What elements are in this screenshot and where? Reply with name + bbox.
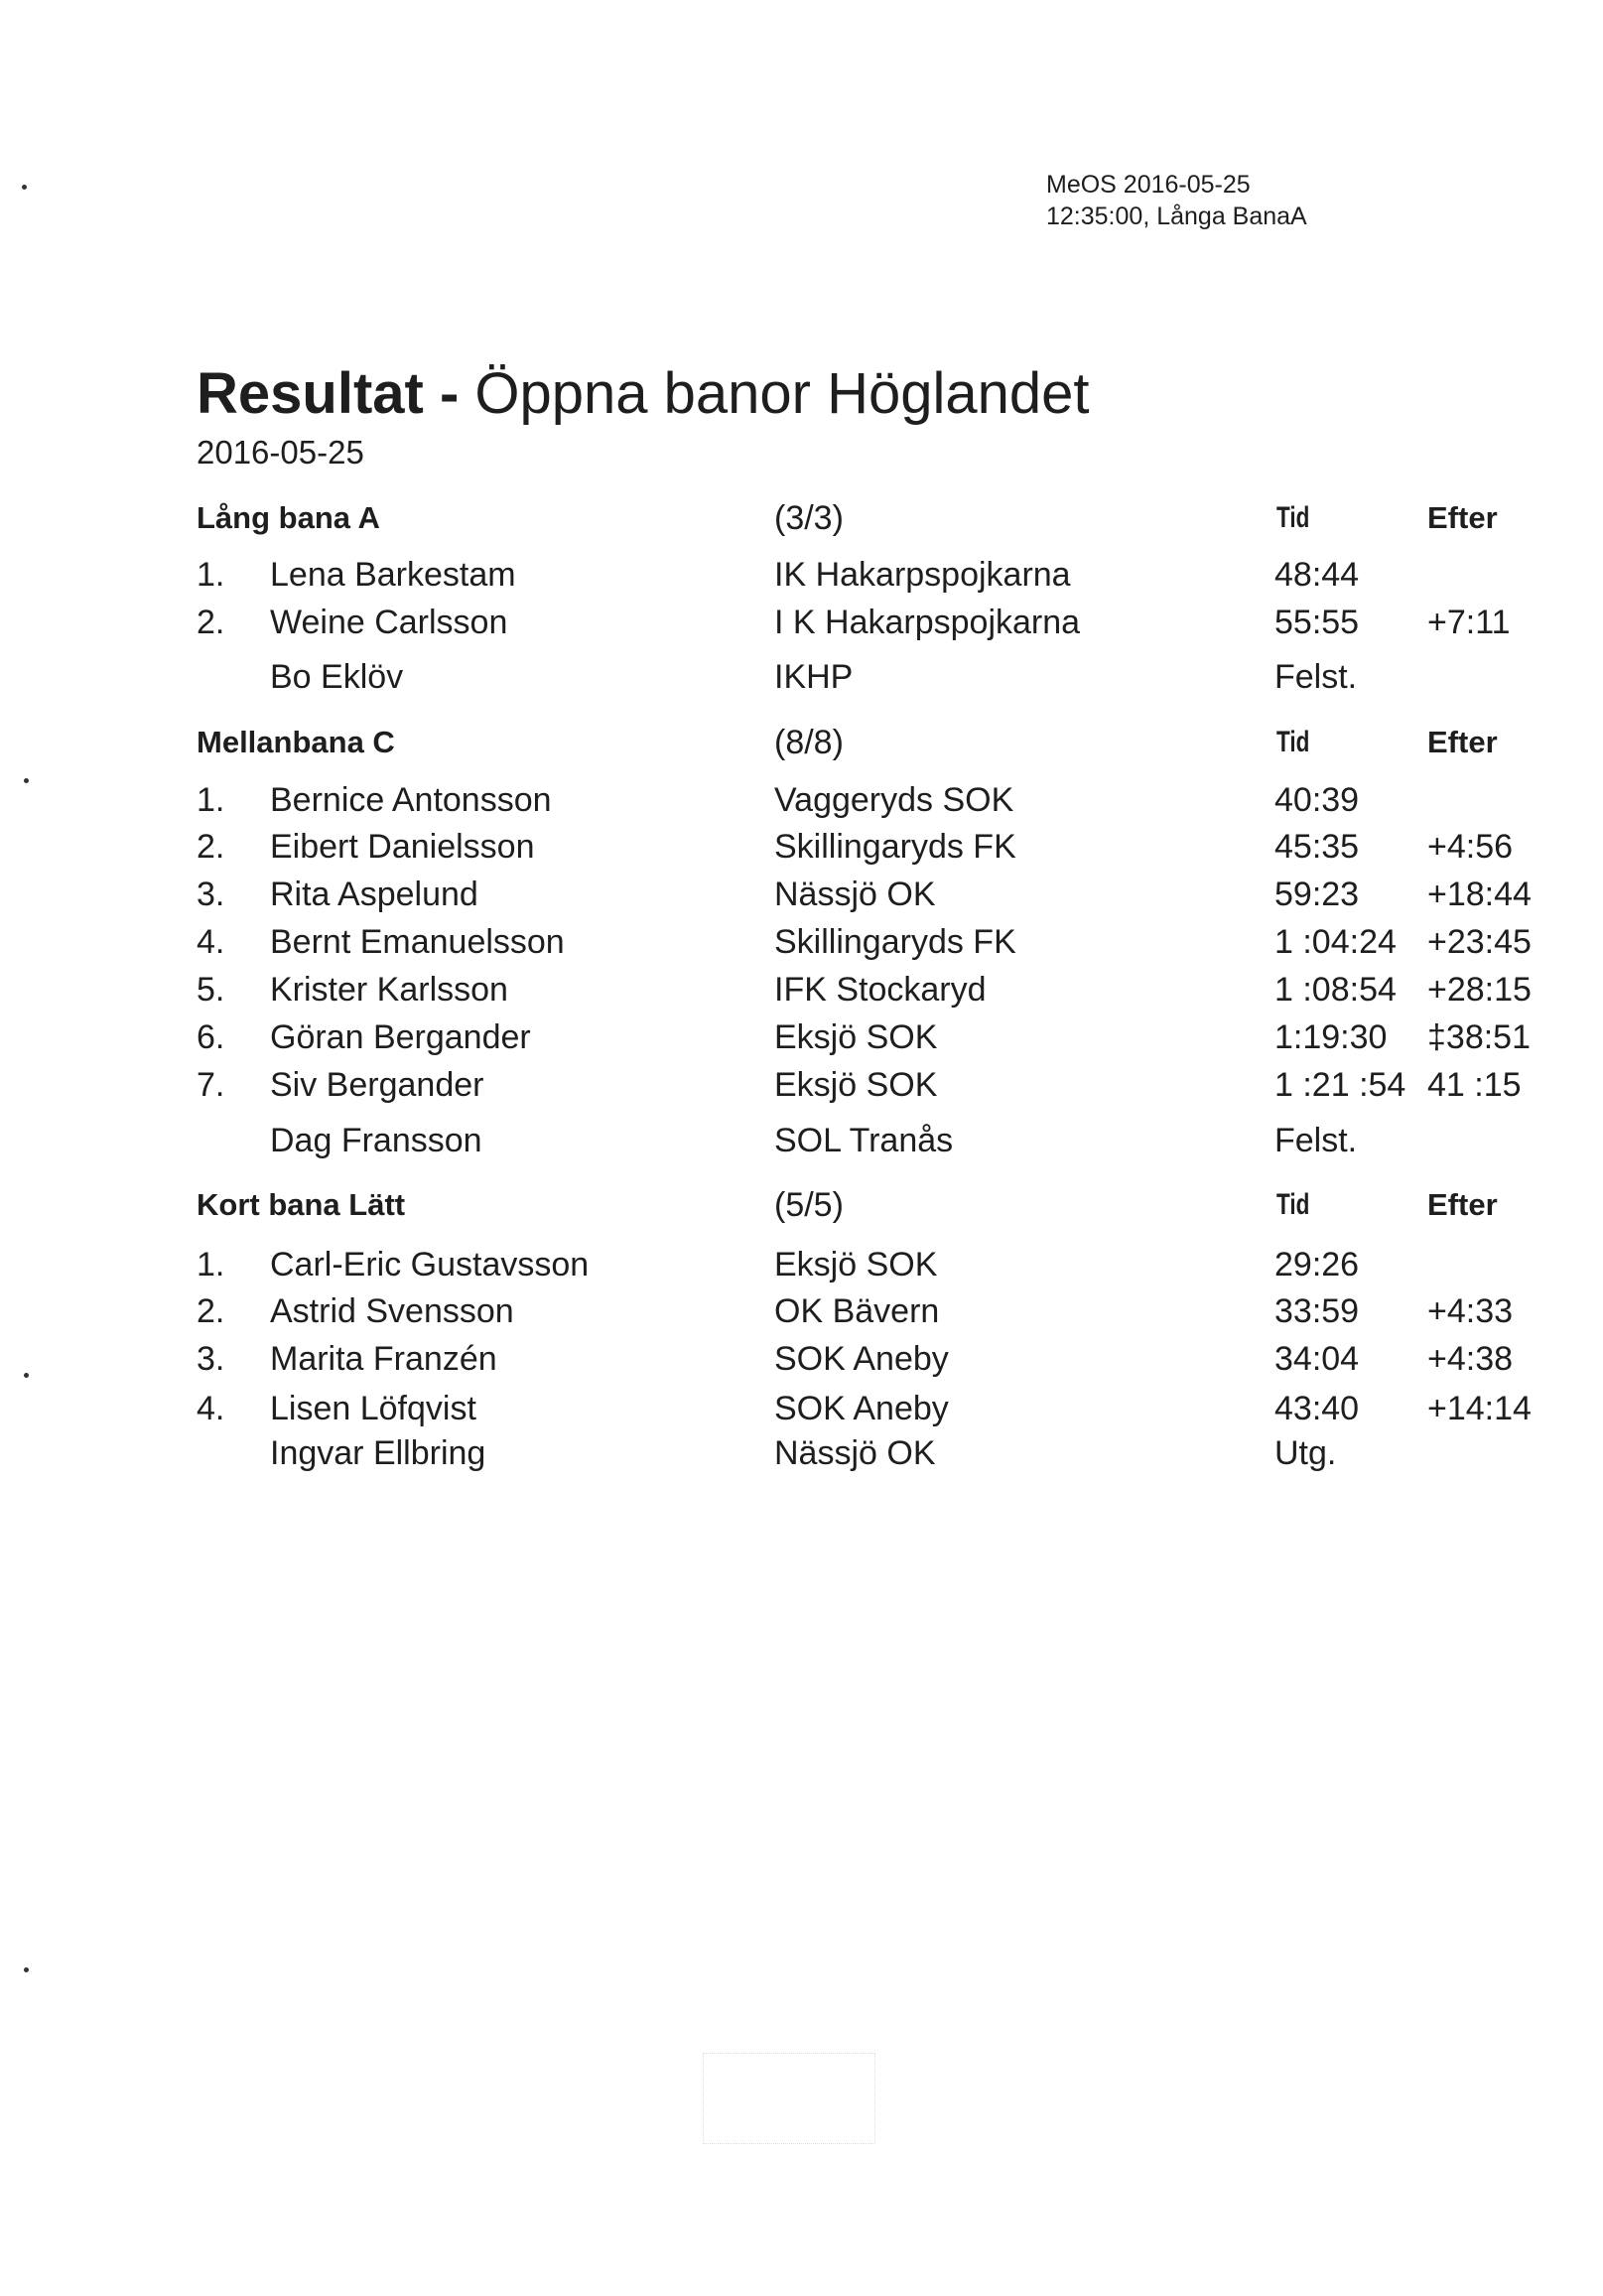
club-name: Skillingaryds FK — [774, 923, 1016, 961]
placement: 4. — [197, 923, 225, 961]
placement: 2. — [197, 1292, 225, 1330]
club-name: IFK Stockaryd — [774, 971, 987, 1009]
placement: 3. — [197, 1340, 225, 1378]
time-behind: +7:11 — [1427, 604, 1511, 641]
club-name: IKHP — [774, 658, 854, 696]
club-name: Eksjö SOK — [774, 1018, 938, 1056]
placement: 1. — [197, 781, 225, 819]
paper-mark — [703, 2053, 875, 2144]
club-name: I K Hakarpspojkarna — [774, 604, 1081, 641]
runner-name: Siv Bergander — [270, 1066, 484, 1104]
time-behind: +18:44 — [1427, 876, 1532, 913]
result-row — [0, 776, 1603, 824]
club-name: Skillingaryds FK — [774, 828, 1016, 866]
runner-name: Bo Eklöv — [270, 658, 404, 696]
result-row — [0, 1429, 1603, 1477]
result-row — [0, 1061, 1603, 1109]
result-row — [0, 966, 1603, 1013]
runner-name: Ingvar Ellbring — [270, 1434, 486, 1472]
placement: 3. — [197, 876, 225, 913]
placement: 4. — [197, 1390, 225, 1427]
time-behind: ‡38:51 — [1427, 1018, 1531, 1056]
result-row — [0, 823, 1603, 871]
club-name: IK Hakarpspojkarna — [774, 556, 1071, 594]
club-name: Nässjö OK — [774, 876, 936, 913]
runner-name: Weine Carlsson — [270, 604, 508, 641]
time-behind: +14:14 — [1427, 1390, 1532, 1427]
class-name: Mellanbana C — [197, 725, 395, 759]
time-column-label: Tid — [1276, 501, 1310, 534]
finish-time: 1 :04:24 — [1274, 923, 1397, 961]
after-column-label: Efter — [1427, 725, 1498, 759]
finish-time: 59:23 — [1274, 876, 1360, 913]
after-column-label: Efter — [1427, 500, 1498, 535]
print-meta — [1046, 169, 1307, 232]
club-name: SOL Tranås — [774, 1122, 954, 1159]
runner-name: Dag Fransson — [270, 1122, 482, 1159]
result-row — [0, 551, 1603, 599]
placement: 6. — [197, 1018, 225, 1056]
finish-time: 29:26 — [1274, 1246, 1360, 1283]
class-count: (8/8) — [774, 724, 844, 761]
club-name: Eksjö SOK — [774, 1066, 938, 1104]
time-behind: +4:56 — [1427, 828, 1514, 866]
runner-name: Göran Bergander — [270, 1018, 531, 1056]
runner-name: Krister Karlsson — [270, 971, 508, 1009]
time-behind: +4:33 — [1427, 1292, 1514, 1330]
runner-name: Eibert Danielsson — [270, 828, 535, 866]
time-behind: 41 :15 — [1427, 1066, 1522, 1104]
finish-time: 33:59 — [1274, 1292, 1360, 1330]
club-name: Vaggeryds SOK — [774, 781, 1014, 819]
result-row — [0, 871, 1603, 918]
class-name: Lång bana A — [197, 500, 380, 535]
punch-hole-mark — [24, 1967, 29, 1972]
finish-time: Felst. — [1274, 658, 1358, 696]
placement: 1. — [197, 1246, 225, 1283]
finish-time: Felst. — [1274, 1122, 1358, 1159]
finish-time: 1:19:30 — [1274, 1018, 1388, 1056]
runner-name: Lisen Löfqvist — [270, 1390, 476, 1427]
finish-time: 48:44 — [1274, 556, 1360, 594]
time-behind: +28:15 — [1427, 971, 1532, 1009]
runner-name: Marita Franzén — [270, 1340, 497, 1378]
finish-time: 43:40 — [1274, 1390, 1360, 1427]
result-row — [0, 1335, 1603, 1383]
placement: 2. — [197, 828, 225, 866]
time-column-label: Tid — [1276, 1188, 1310, 1221]
page-title — [197, 359, 1090, 429]
finish-time: Utg. — [1274, 1434, 1337, 1472]
placement: 2. — [197, 604, 225, 641]
class-count: (5/5) — [774, 1186, 844, 1224]
after-column-label: Efter — [1427, 1187, 1498, 1222]
placement: 5. — [197, 971, 225, 1009]
event-date: 2016-05-25 — [197, 434, 364, 471]
placement: 7. — [197, 1066, 225, 1104]
runner-name: Astrid Svensson — [270, 1292, 514, 1330]
meta-line-1: MeOS 2016-05-25 — [1046, 171, 1251, 199]
punch-hole-mark — [22, 185, 27, 190]
club-name: SOK Aneby — [774, 1340, 949, 1378]
finish-time: 45:35 — [1274, 828, 1360, 866]
result-row — [0, 1385, 1603, 1432]
title-bold: Resultat — [197, 361, 424, 426]
placement: 1. — [197, 556, 225, 594]
result-row — [0, 1287, 1603, 1335]
club-name: Nässjö OK — [774, 1434, 936, 1472]
finish-time: 1 :08:54 — [1274, 971, 1397, 1009]
finish-time: 34:04 — [1274, 1340, 1360, 1378]
runner-name: Bernice Antonsson — [270, 781, 552, 819]
runner-name: Rita Aspelund — [270, 876, 478, 913]
club-name: SOK Aneby — [774, 1390, 949, 1427]
time-behind: +23:45 — [1427, 923, 1532, 961]
class-header — [0, 1181, 1603, 1229]
result-row — [0, 1241, 1603, 1288]
result-row — [0, 1117, 1603, 1164]
finish-time: 1 :21 :54 — [1274, 1066, 1406, 1104]
time-column-label: Tid — [1276, 726, 1310, 758]
title-separator: - — [423, 361, 475, 426]
class-header — [0, 494, 1603, 542]
finish-time: 55:55 — [1274, 604, 1360, 641]
class-count: (3/3) — [774, 499, 844, 537]
meta-line-2: 12:35:00, Långa BanaA — [1046, 203, 1307, 230]
time-behind: +4:38 — [1427, 1340, 1514, 1378]
result-row — [0, 653, 1603, 701]
result-row — [0, 1013, 1603, 1061]
runner-name: Lena Barkestam — [270, 556, 516, 594]
class-header — [0, 719, 1603, 766]
finish-time: 40:39 — [1274, 781, 1360, 819]
club-name: OK Bävern — [774, 1292, 940, 1330]
runner-name: Carl-Eric Gustavsson — [270, 1246, 590, 1283]
class-name: Kort bana Lätt — [197, 1187, 406, 1222]
runner-name: Bernt Emanuelsson — [270, 923, 565, 961]
result-row — [0, 599, 1603, 646]
club-name: Eksjö SOK — [774, 1246, 938, 1283]
result-row — [0, 918, 1603, 966]
title-rest: Öppna banor Höglandet — [474, 361, 1090, 426]
